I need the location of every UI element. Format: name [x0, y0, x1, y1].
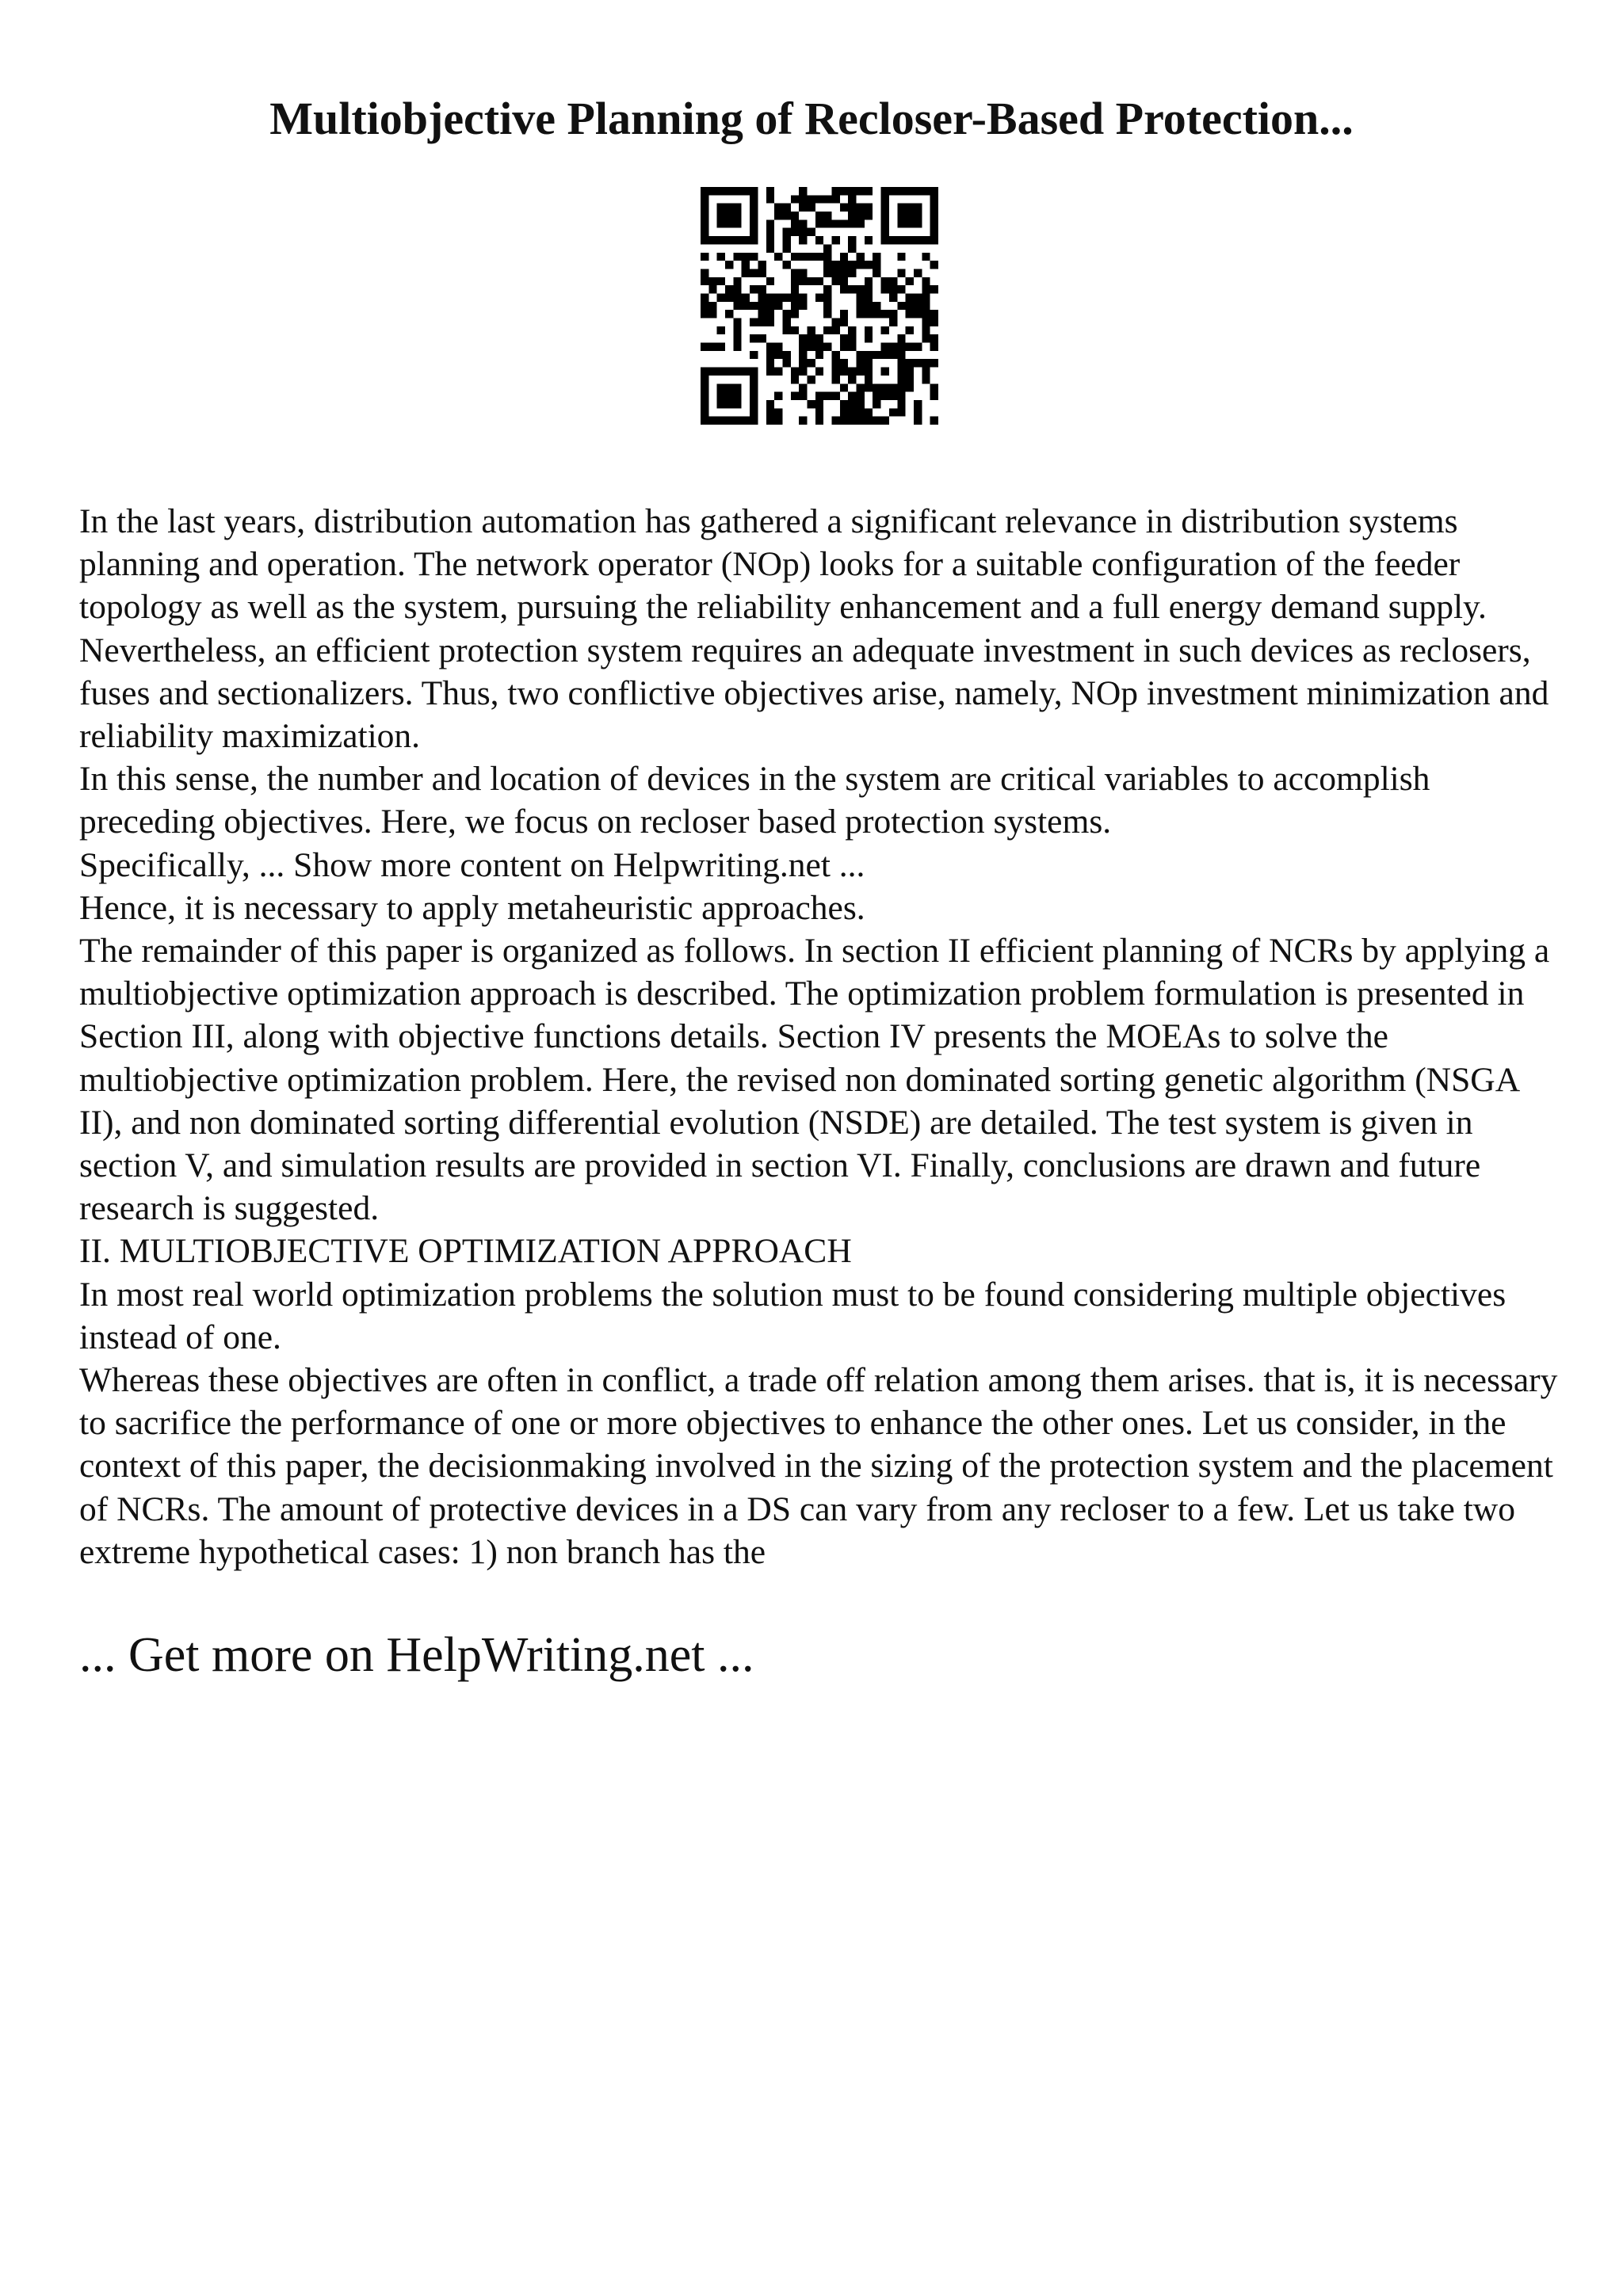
paragraph-hence: Hence, it is necessary to apply metaheuristic approaches.: [79, 888, 865, 927]
get-more-link[interactable]: ... Get more on HelpWriting.net ...: [79, 1628, 754, 1682]
paragraph-remainder: The remainder of this paper is organized as follows. In section II efficient planning of NCRs by applying a multiobjective optimization approach is described. The optimization problem formulation is presented in Section III, along with objective functions details. Section IV presents the MOEAs to solve the multiobjective optimization problem. Here, the revised non dominated sorting genetic algorithm (NSGA II), and non dominated sorting differential evolution (NSDE) are detailed. The test system is given in section V, and simulation results are provided in section VI. Finally, conclusions are drawn and future research is suggested.: [79, 932, 1550, 1228]
paragraph-real-world: In most real world optimization problems the solution must to be found considering multiple objectives instead of one.: [79, 1275, 1507, 1356]
paragraph-intro: In the last years, distribution automation has gathered a significant relevance in distribution systems planning and operation. The network operator (NOp) looks for a suitable configuration of the feeder topology as well as the system, pursuing the reliability enhancement and a full energy demand supply. Nevertheless, an efficient protection system requires an adequate investment in such devices as reclosers, fuses and sectionalizers. Thus, two conflictive objectives arise, namely, NOp investment minimization and reliability maximization.: [79, 502, 1549, 756]
section-heading: II. MULTIOBJECTIVE OPTIMIZATION APPROACH: [79, 1232, 852, 1271]
document-body: [79, 500, 1569, 1573]
paragraph-tradeoff: Whereas these objectives are often in conflict, a trade off relation among them arises. that is, it is necessary to sacrifice the performance of one or more objectives to enhance the other ones. Let us consider, in the context of this paper, the decisionmaking involved in the sizing of the protection system and the placement of NCRs. The amount of protective devices in a DS can vary from any recloser to a few. Let us take two extreme hypothetical cases: 1) non branch has the: [79, 1361, 1558, 1571]
paragraph-sense: In this sense, the number and location of devices in the system are critical variables to accomplish preceding objectives. Here, we focus on recloser based protection systems.: [79, 760, 1430, 841]
qr-code-icon[interactable]: [701, 187, 938, 425]
show-more-link[interactable]: Specifically, ... Show more content on Helpwriting.net ...: [79, 845, 865, 884]
document-title: Multiobjective Planning of Recloser-Based Protection...: [269, 93, 1354, 144]
